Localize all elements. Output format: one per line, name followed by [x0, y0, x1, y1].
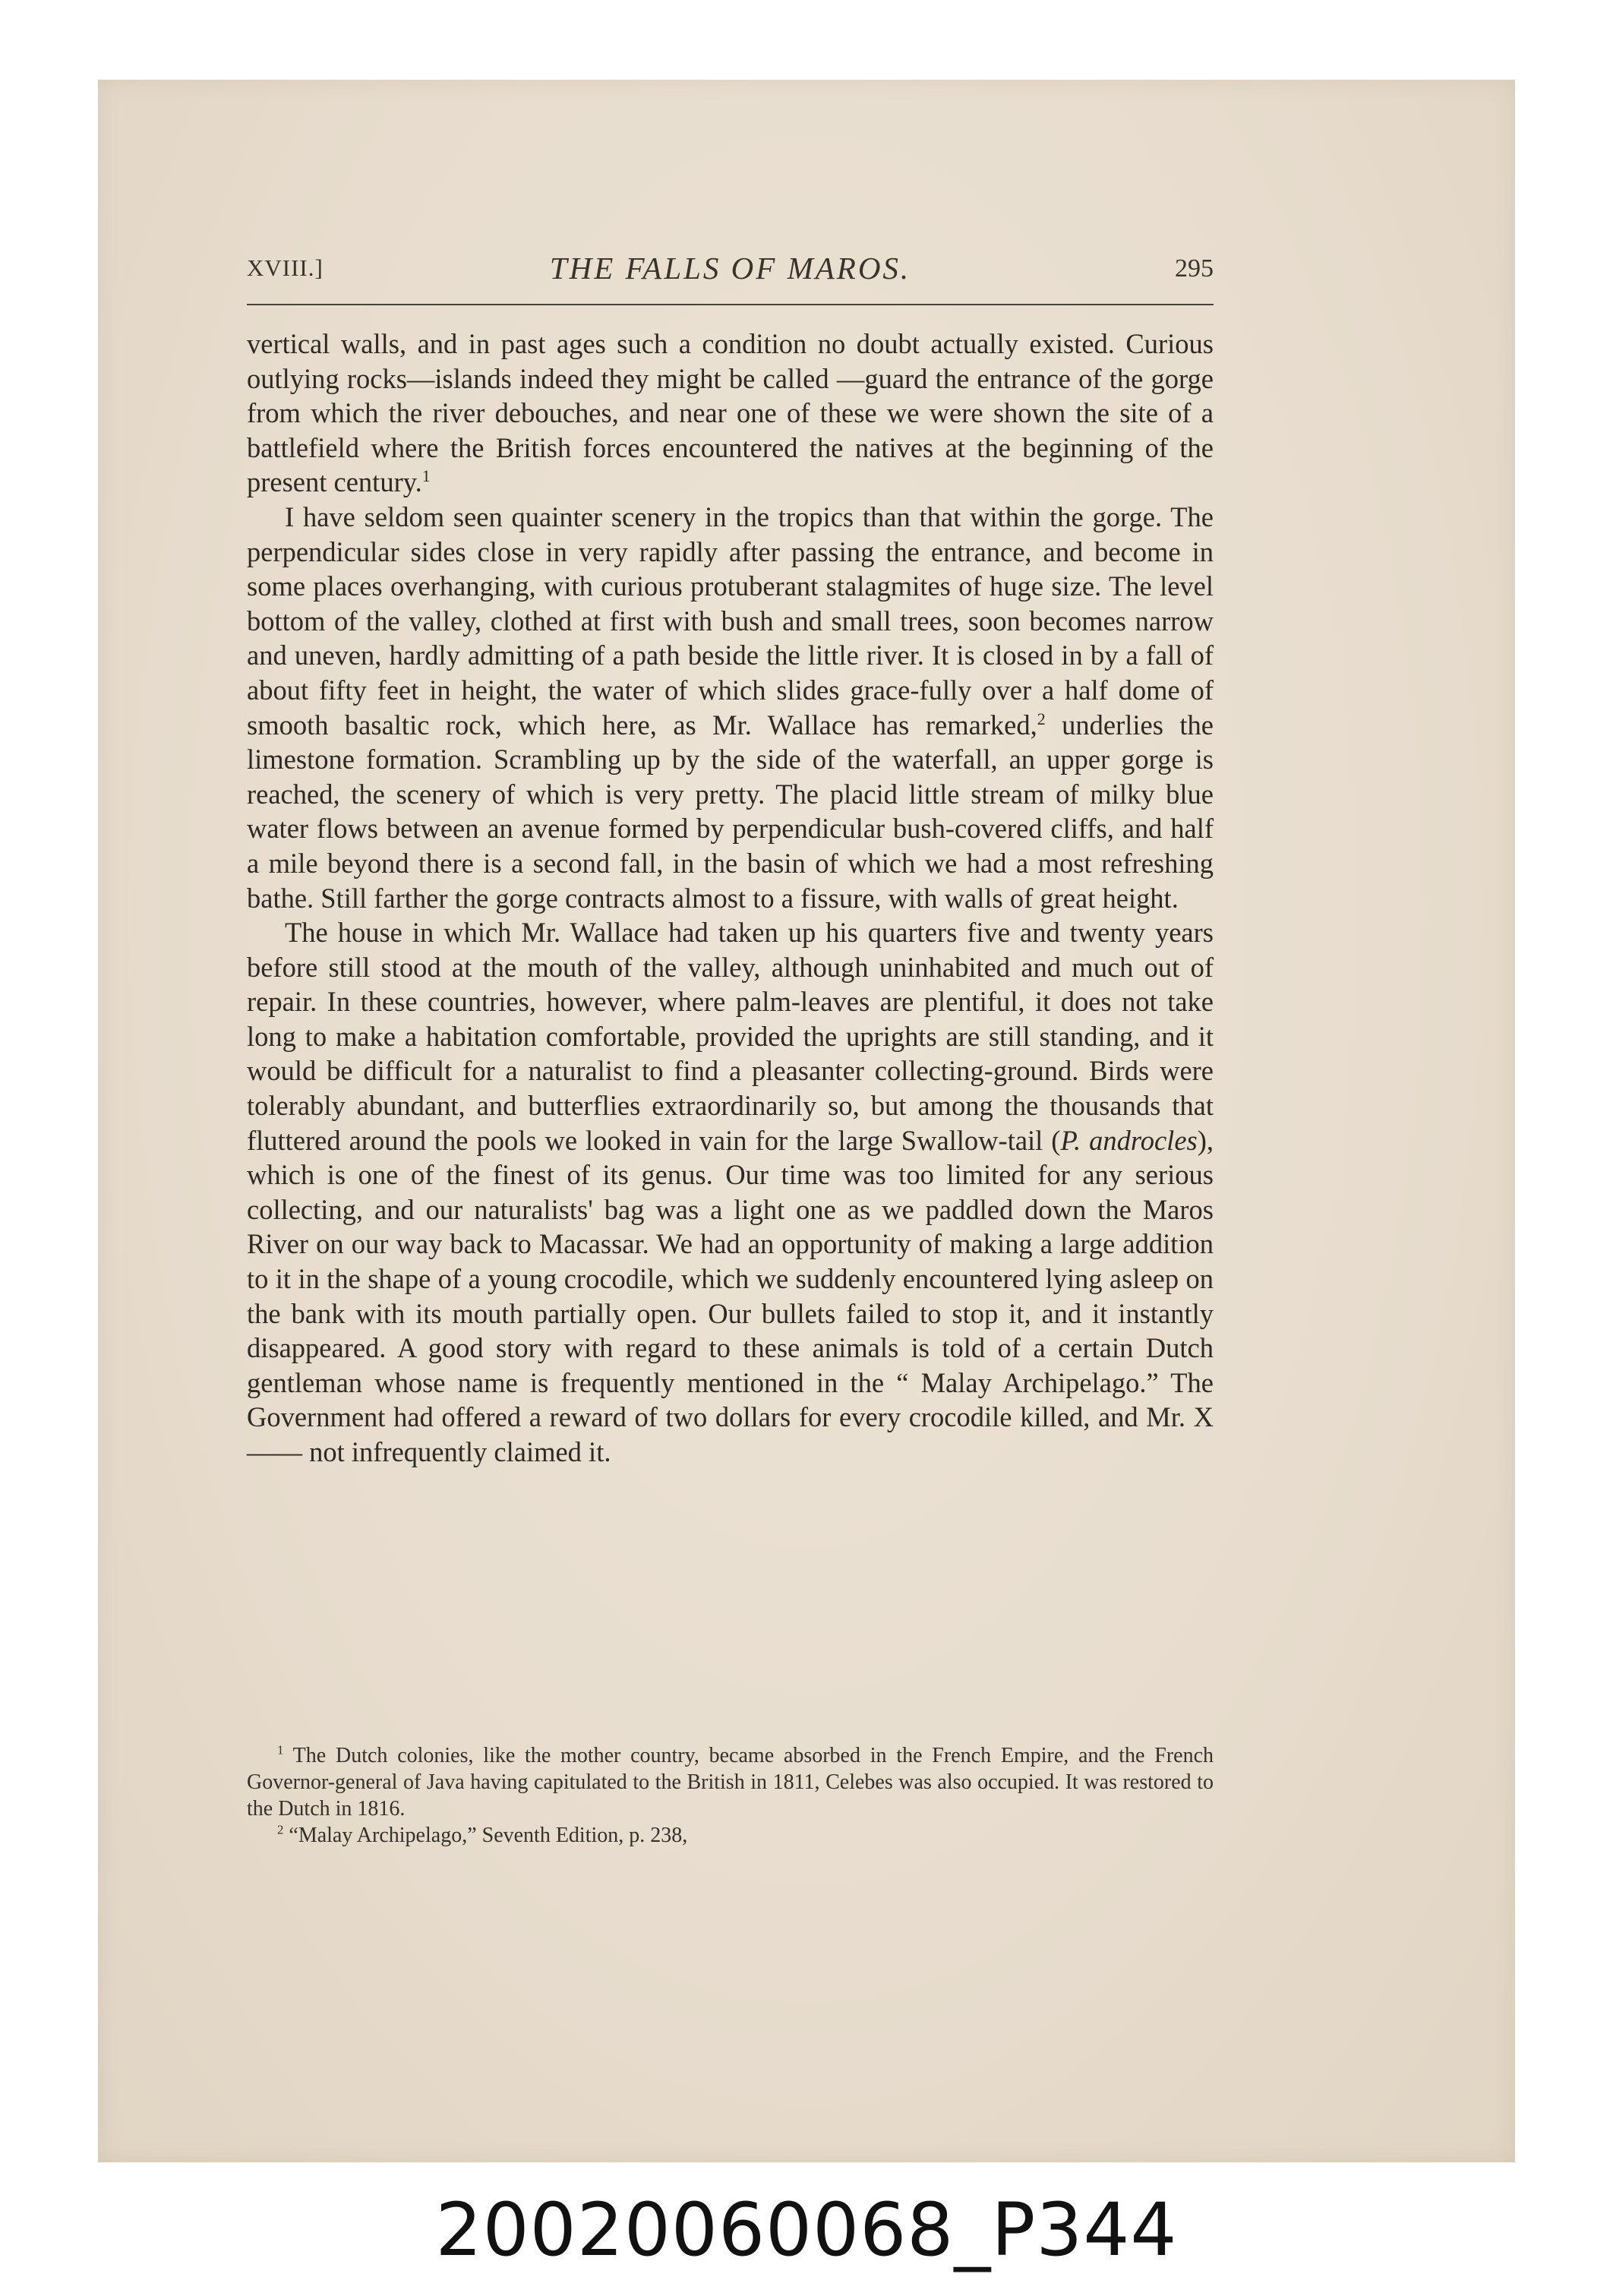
italic-text: P. androcles: [1060, 1124, 1198, 1156]
running-head: [247, 251, 1214, 292]
text-run: I have seldom seen quainter scenery in the tropics than that within the gorge. The perpendicular sides close in very rapidly after passing the entrance, and become in some places overhanging, with curious protuberant stalagmites of huge size. The level bottom of the valley, clothed at first with bush and small trees, soon becomes narrow and uneven, hardly admitting of a path beside the little river. It is closed in by a fall of about fifty feet in height, the water of which slides grace-fully over a half dome of smooth basaltic rock, which here, as Mr. Wallace has remarked,: [247, 501, 1214, 741]
text-run: underlies the limestone formation. Scrambling up by the side of the waterfall, an upper gorge is reached, the scenery of which is very pretty. The placid little stream of milky blue water flows between an avenue formed by perpendicular bush-covered cliffs, and half a mile beyond there is a second fall, in the basin of which we had a most refreshing bathe. Still farther the gorge contracts almost to a fissure, with walls of great height.: [247, 709, 1214, 914]
catalog-id: 20020060068_P344: [435, 2187, 1178, 2272]
footnote-mark: 1: [277, 1742, 284, 1758]
footnote-text: “Malay Archipelago,” Seventh Edition, p. 238,: [283, 1824, 688, 1847]
paragraph-2: [247, 500, 1214, 915]
footnotes: [247, 1742, 1214, 1849]
page-number: 295: [1175, 254, 1214, 283]
header-rule: [247, 304, 1214, 305]
footnote-reference: 1: [421, 466, 431, 486]
footnote-1: [247, 1742, 1214, 1822]
body-text: [247, 327, 1214, 1470]
footnote-2: [247, 1822, 1214, 1849]
footnote-mark: 2: [277, 1822, 284, 1837]
paragraph-3: [247, 915, 1214, 1470]
text-run: The house in which Mr. Wallace had taken up his quarters five and twenty years before still stood at the mouth of the valley, although uninhabited and much out of repair. In these countries, however, where palm-leaves are plentiful, it does not take long to make a habitation comfortable, provided the uprights are still standing, and it would be difficult for a naturalist to find a pleasanter collecting-ground. Birds were tolerably abundant, and butterflies extraordinarily so, but among the thousands that fluttered around the pools we looked in vain for the large Swallow-tail (: [247, 917, 1214, 1156]
paragraph-1: [247, 327, 1214, 500]
text-run: vertical walls, and in past ages such a condition no doubt actually existed. Curious outlying rocks—islands indeed they might be called —guard the entrance of the gorge from which the river debouches, and near one of these we were shown the site of a battlefield where the British forces encountered the natives at the beginning of the present century.: [247, 328, 1214, 498]
text-run: ), which is one of the finest of its genus. Our time was too limited for any serious collecting, and our naturalists' bag was a light one as we paddled down the Maros River on our way back to Macassar. We had an opportunity of making a large addition to it in the shape of a young crocodile, which we suddenly encountered lying asleep on the bank with its mouth partially open. Our bullets failed to stop it, and it instantly disappeared. A good story with regard to these animals is told of a certain Dutch gentleman whose name is frequently mentioned in the “ Malay Archipelago.” The Government had offered a reward of two dollars for every crocodile killed, and Mr. X—— not infrequently claimed it.: [247, 1124, 1214, 1467]
footnote-reference: 2: [1037, 709, 1046, 728]
footnote-text: The Dutch colonies, like the mother country, became absorbed in the French Empire, and the French Governor-general of Java having capitulated to the British in 1811, Celebes was also occupied. It was restored to the Dutch in 1816.: [247, 1744, 1214, 1821]
running-title: THE FALLS OF MAROS.: [549, 251, 911, 286]
chapter-number: XVIII.]: [247, 254, 324, 281]
